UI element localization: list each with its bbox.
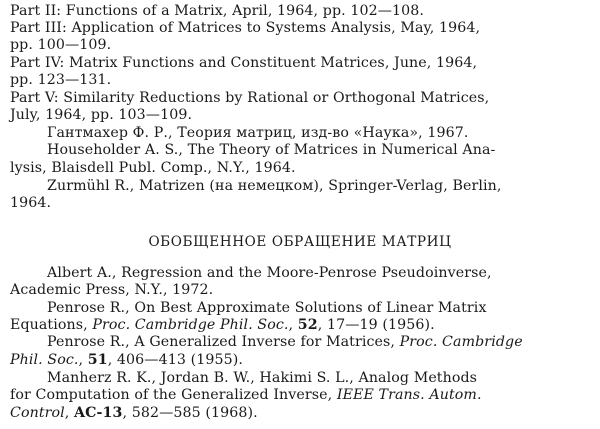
text-line [10, 387, 482, 404]
text-run: , [78, 352, 88, 368]
volume-number: 52 [297, 317, 318, 333]
journal-title: Proc. Cambridge [399, 334, 523, 350]
text-line: lysis, Blaisdell Publ. Comp., N.Y., 1964. [10, 160, 296, 176]
text-line [10, 352, 243, 369]
reference-entry: Albert A., Regression and the Moore-Penrose Pseudoinverse, [47, 265, 492, 281]
text-run: , 17—19 (1956). [317, 317, 435, 333]
text-line: pp. 123—131. [10, 72, 112, 88]
text-run: Penrose R., A Generalized Inverse for Matrices, [47, 334, 400, 350]
section-heading: ОБОБЩЕННОЕ ОБРАЩЕНИЕ МАТРИЦ [148, 234, 452, 250]
journal-title: Phil. Soc. [10, 352, 79, 368]
reference-entry: Penrose R., On Best Approximate Solutions of Linear Matrix [47, 300, 487, 316]
text-line: 1964. [10, 195, 52, 211]
text-line: Part II: Functions of a Matrix, April, 1964, pp. 102—108. [10, 3, 424, 19]
text-run: , [64, 405, 75, 421]
text-run: for Computation of the Generalized Inverse, [10, 387, 337, 403]
text-line: Part III: Application of Matrices to Systems Analysis, May, 1964, [10, 20, 481, 36]
text-line: pp. 100—109. [10, 37, 112, 53]
volume-number: AC-13 [74, 405, 123, 421]
volume-number: 51 [87, 352, 108, 368]
text-run: , 406—413 (1955). [107, 352, 243, 368]
text-run: Equations, [10, 317, 93, 333]
reference-entry: Manherz R. K., Jordan B. W., Hakimi S. L., Analog Methods [47, 370, 478, 386]
text-line: Part IV: Matrix Functions and Constituent Matrices, June, 1964, [10, 55, 478, 71]
text-line [10, 317, 435, 334]
journal-title: Proc. Cambridge Phil. Soc. [92, 317, 289, 333]
text-line [10, 405, 258, 422]
text-run: , [288, 317, 298, 333]
reference-entry: Householder A. S., The Theory of Matrices in Numerical Ana- [47, 142, 496, 158]
text-line: Academic Press, N.Y., 1972. [10, 282, 214, 298]
text-line: Part V: Similarity Reductions by Rational or Orthogonal Matrices, [10, 90, 490, 106]
journal-title: IEEE Trans. Autom. [336, 387, 482, 403]
text-run: , 582—585 (1968). [122, 405, 258, 421]
journal-title: Control [10, 405, 65, 421]
reference-entry: Zurmühl R., Matrizen (на немецком), Springer-Verlag, Berlin, [47, 178, 502, 194]
reference-entry [47, 334, 523, 351]
text-line: July, 1964, pp. 103—109. [10, 107, 193, 123]
reference-entry: Гантмахер Ф. Р., Теория матриц, изд-во «Наука», 1967. [47, 125, 469, 141]
